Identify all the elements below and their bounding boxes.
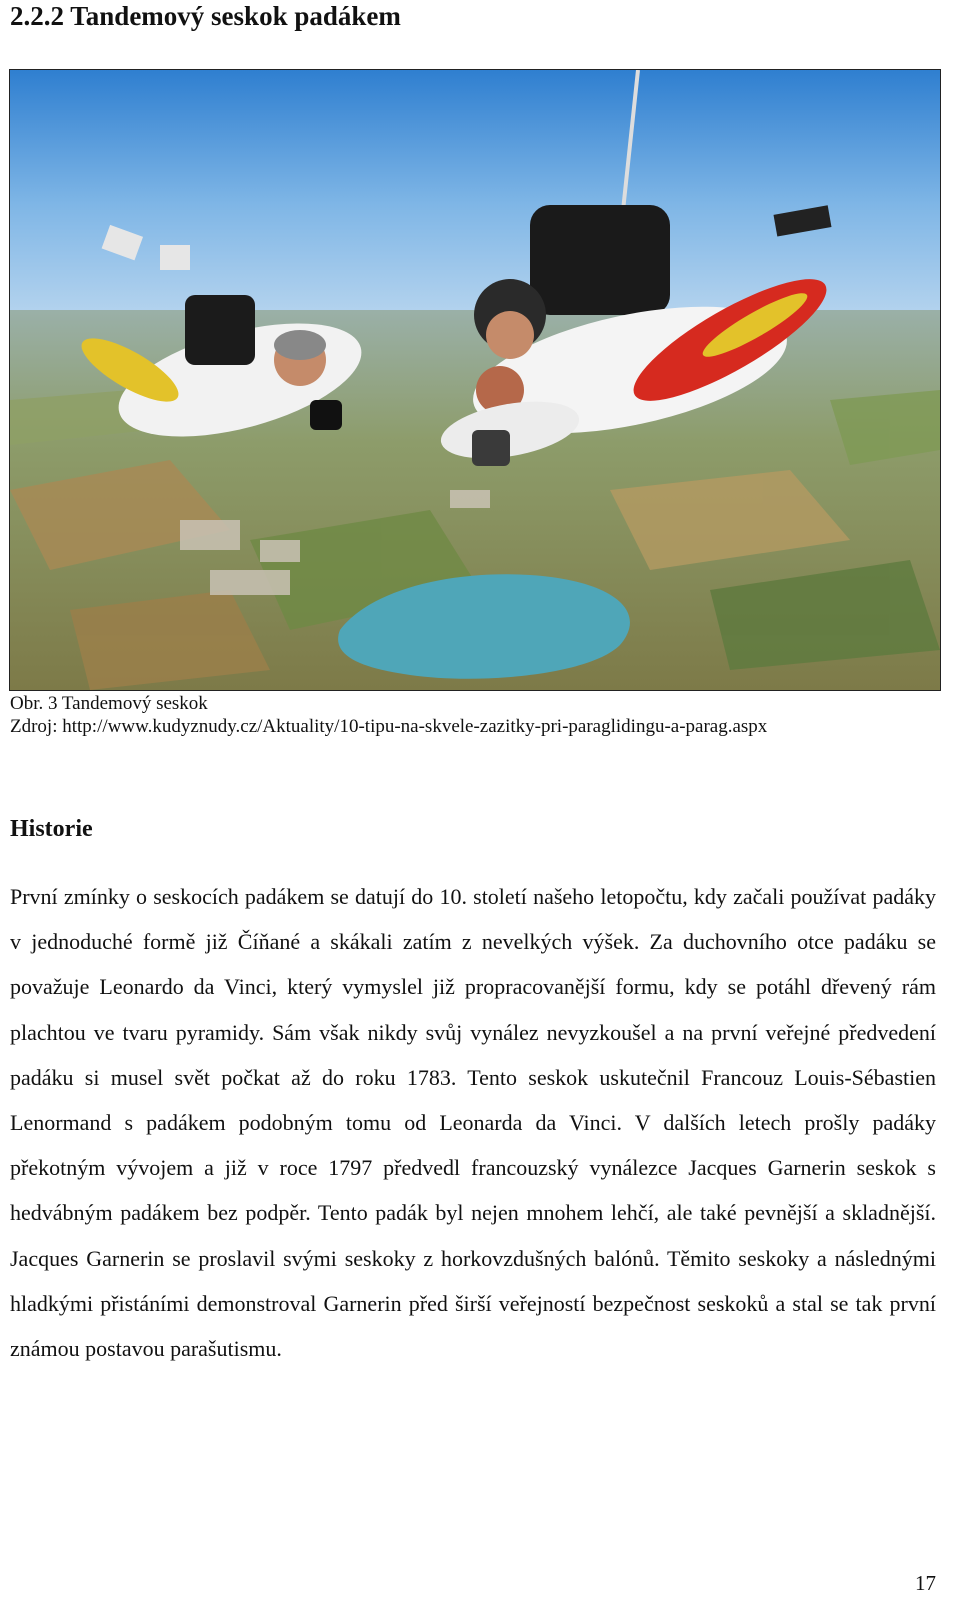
history-paragraph: První zmínky o seskocích padákem se datují do 10. století našeho letopočtu, kdy začali používat padáky v jednoduché formě již Číňané a skákali zatím z nevelkých výšek. Za duchovního otce padáku se považuje Leonardo da Vinci, který vymyslel již propracovanější formu, kdy se potáhl dřevený rám plachtou ve tvaru pyramidy. Sám však nikdy svůj vynález nevyzkoušel a na první veřejné předvedení padáku si musel svět počkat až do roku 1783. Tento seskok uskutečnil Francouz Louis-Sébastien Lenormand s padákem podobným tomu od Leonarda da Vinci. V dalších letech prošly padáky překotným vývojem a již v roce 1797 předvedl francouzský vynálezce Jacques Garnerin seskok s hedvábným padákem bez podpěr. Tento padák byl nejen mnohem lehčí, ale také pevnější a skladnější. Jacques Garnerin se proslavil svými seskoky z horkovzdušných balónů. Těmito seskoky a následnými hladkými přistáními demonstroval Garnerin před širší veřejností bezpečnost seskoků a stal se tak první známou postavou parašutismu. [10, 884, 936, 1362]
caption-title: Obr. 3 Tandemový seskok [10, 693, 208, 714]
tandem-skydive-photo [9, 69, 941, 691]
section-heading: 2.2.2 Tandemový seskok padákem [10, 1, 401, 31]
figure-caption [10, 692, 910, 738]
caption-source: Zdroj: http://www.kudyznudy.cz/Aktuality/10-tipu-na-skvele-zazitky-pri-paraglidingu-a-parag.aspx [10, 716, 768, 737]
page-number: 17 [915, 1571, 936, 1595]
history-title: Historie [10, 816, 93, 842]
